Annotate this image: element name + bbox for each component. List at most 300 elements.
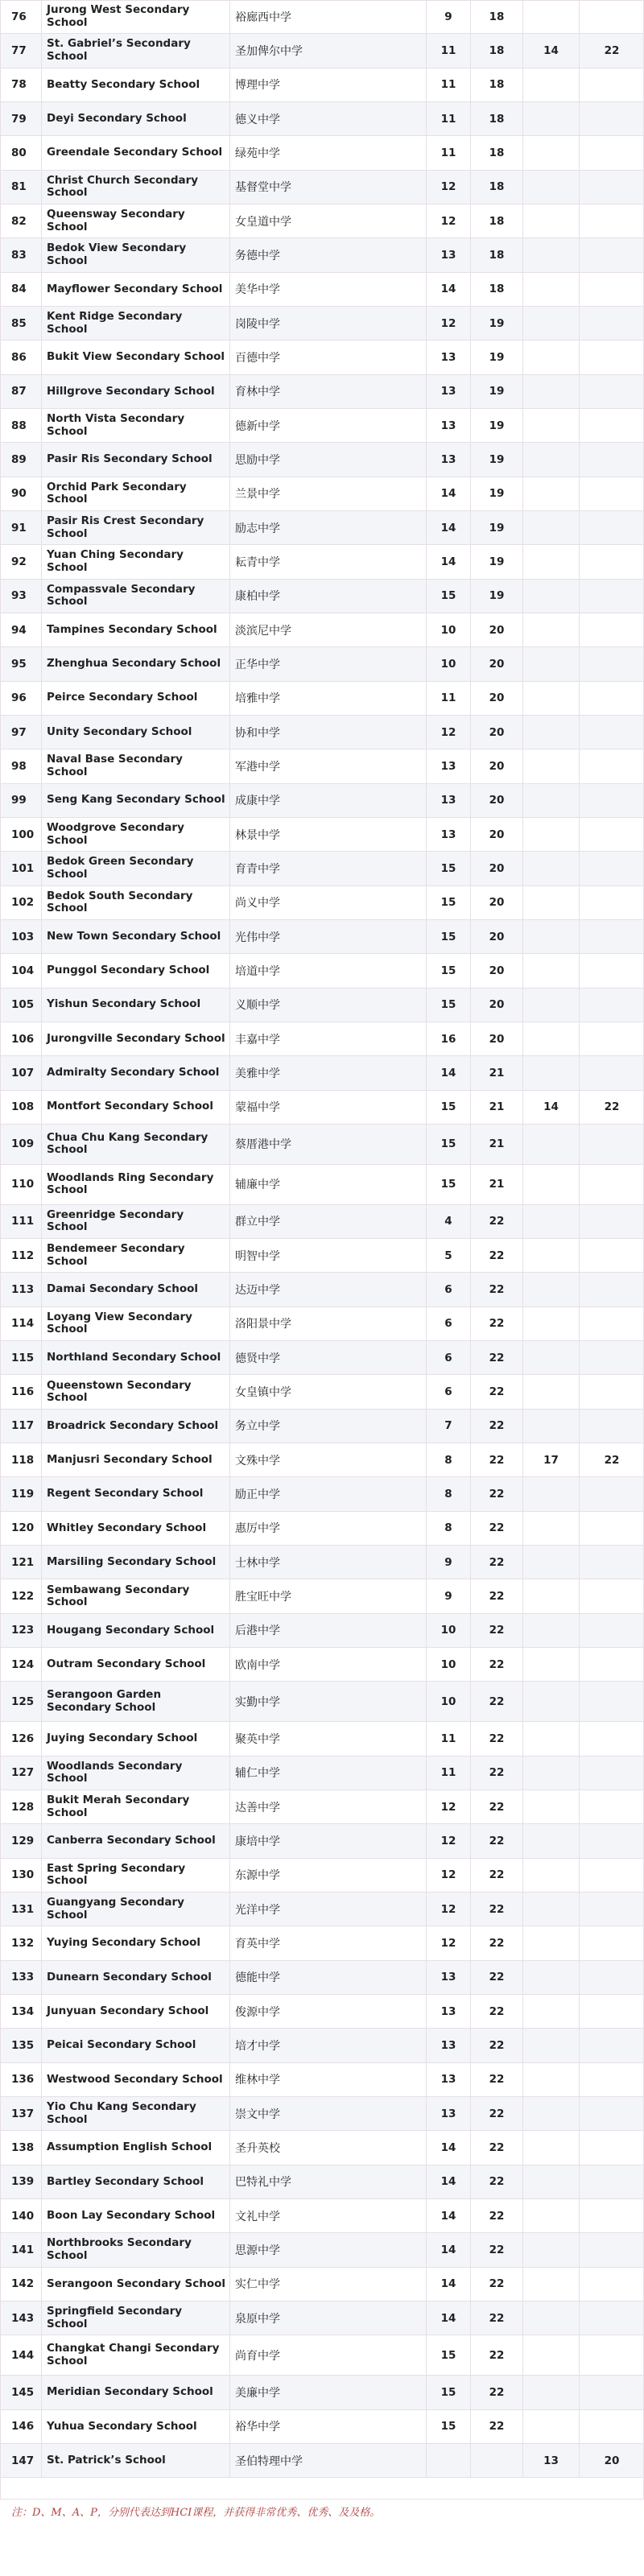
score-d-cell: 15: [427, 1125, 471, 1164]
score-p-cell: 20: [604, 2454, 620, 2467]
rank-cell: 120: [0, 1512, 42, 1545]
rank-cell: 143: [0, 2301, 42, 2334]
score-p-cell: [580, 2301, 644, 2334]
school-name-cn-cell: 实仁中学: [230, 2268, 427, 2301]
score-d-cell: 11: [427, 1757, 471, 1790]
score-d-cell: 13: [427, 818, 471, 851]
score-d-cell: 14: [427, 273, 471, 306]
table-row: [0, 954, 644, 988]
score-m-cell: 18: [471, 68, 523, 101]
score-d-cell: 15: [427, 2410, 471, 2443]
rank-cell: 78: [0, 68, 42, 101]
school-name-en-cell: Pasir Ris Crest Secondary School: [42, 511, 230, 544]
school-name-cn-cell: 文礼中学: [230, 2199, 427, 2232]
rank-cell: 90: [0, 477, 42, 510]
rank-cell: 135: [0, 2029, 42, 2062]
score-d-cell: 13: [427, 784, 471, 817]
table-row: [0, 1722, 644, 1756]
score-a-cell: [523, 2029, 580, 2062]
score-p-cell: [580, 171, 644, 204]
score-a-cell: [523, 68, 580, 101]
score-d-cell: 11: [427, 34, 471, 67]
school-name-en-cell: Montfort Secondary School: [42, 1091, 230, 1124]
school-name-cn-cell: 培才中学: [230, 2029, 427, 2062]
score-a-cell: [523, 1926, 580, 1959]
school-name-cn-cell: 后港中学: [230, 1614, 427, 1647]
score-d-cell: 9: [427, 1546, 471, 1579]
rank-cell: 134: [0, 1995, 42, 2028]
table-row: [0, 2410, 644, 2444]
school-name-en-cell: Greenridge Secondary School: [42, 1205, 230, 1238]
rank-cell: 121: [0, 1546, 42, 1579]
school-name-en-cell: Yuying Secondary School: [42, 1926, 230, 1959]
rank-cell: 136: [0, 2063, 42, 2096]
score-m-cell: 22: [471, 1307, 523, 1340]
rank-cell: 91: [0, 511, 42, 544]
school-name-en-cell: Beatty Secondary School: [42, 68, 230, 101]
score-d-cell: 8: [427, 1443, 471, 1476]
score-m-cell: 19: [471, 545, 523, 578]
score-p-cell: [580, 1512, 644, 1545]
school-name-cn-cell: 女皇镇中学: [230, 1375, 427, 1408]
table-row: [0, 2063, 644, 2097]
school-name-cn-cell: 美雅中学: [230, 1056, 427, 1089]
rank-cell: 86: [0, 341, 42, 374]
table-row: [0, 2444, 644, 2478]
rank-cell: 131: [0, 1893, 42, 1926]
score-m-cell: 22: [471, 2376, 523, 2409]
score-p-cell: [580, 0, 644, 33]
table-row: [0, 2131, 644, 2165]
table-row: [0, 784, 644, 818]
score-p-cell: [580, 2233, 644, 2266]
table-row: [0, 716, 644, 749]
score-m-cell: 20: [471, 1022, 523, 1055]
score-m-cell: 19: [471, 341, 523, 374]
score-d-cell: 15: [427, 920, 471, 953]
score-d-cell: 14: [427, 2165, 471, 2198]
school-name-cn-cell: 尚育中学: [230, 2335, 427, 2375]
score-a-cell: [523, 1790, 580, 1823]
school-name-en-cell: Hougang Secondary School: [42, 1614, 230, 1647]
score-m-cell: 22: [471, 1273, 523, 1306]
table-row: [0, 852, 644, 886]
table-row: [0, 0, 644, 34]
school-name-en-cell: Tampines Secondary School: [42, 613, 230, 646]
school-name-cn-cell: 圣加俾尔中学: [230, 34, 427, 67]
score-m-cell: 22: [471, 2165, 523, 2198]
table-row: [0, 2268, 644, 2301]
score-p-cell: [580, 102, 644, 135]
table-row: [0, 1961, 644, 1995]
rank-cell: 94: [0, 613, 42, 646]
score-m-cell: 22: [471, 2335, 523, 2375]
score-a-cell: [523, 1239, 580, 1272]
score-m-cell: 22: [471, 1579, 523, 1612]
score-m-cell: 22: [471, 1205, 523, 1238]
table-row: [0, 2097, 644, 2131]
school-name-cn-cell: 思励中学: [230, 443, 427, 476]
score-a-cell: [523, 749, 580, 782]
score-a-cell: [523, 1648, 580, 1681]
rank-cell: 92: [0, 545, 42, 578]
rank-cell: 114: [0, 1307, 42, 1340]
school-name-en-cell: Bedok South Secondary School: [42, 886, 230, 919]
rank-cell: 145: [0, 2376, 42, 2409]
school-name-en-cell: Peirce Secondary School: [42, 682, 230, 715]
school-name-cn-cell: 耘青中学: [230, 545, 427, 578]
score-a-cell: [523, 136, 580, 169]
score-a-cell: [523, 1757, 580, 1790]
school-name-en-cell: North Vista Secondary School: [42, 409, 230, 442]
score-a-cell: [523, 1022, 580, 1055]
school-name-cn-cell: 康柏中学: [230, 580, 427, 613]
rank-cell: 101: [0, 852, 42, 885]
score-m-cell: 19: [471, 511, 523, 544]
rank-cell: 129: [0, 1824, 42, 1857]
score-a-cell: [523, 1961, 580, 1994]
table-row: [0, 1893, 644, 1926]
school-name-en-cell: Boon Lay Secondary School: [42, 2199, 230, 2232]
school-name-en-cell: Westwood Secondary School: [42, 2063, 230, 2096]
score-m-cell: 20: [471, 613, 523, 646]
table-row: [0, 1859, 644, 1893]
score-m-cell: 22: [471, 1410, 523, 1443]
score-d-cell: 12: [427, 1926, 471, 1959]
school-name-en-cell: Jurongville Secondary School: [42, 1022, 230, 1055]
school-name-cn-cell: 岗陵中学: [230, 307, 427, 340]
score-a-cell: [523, 886, 580, 919]
score-m-cell: 19: [471, 443, 523, 476]
rank-cell: 109: [0, 1125, 42, 1164]
school-name-en-cell: Serangoon Secondary School: [42, 2268, 230, 2301]
rank-cell: 124: [0, 1648, 42, 1681]
score-d-cell: 12: [427, 1893, 471, 1926]
table-row: [0, 1824, 644, 1858]
score-d-cell: 4: [427, 1205, 471, 1238]
score-p-cell: [580, 2029, 644, 2062]
school-name-cn-cell: 思源中学: [230, 2233, 427, 2266]
score-d-cell: 15: [427, 1165, 471, 1204]
school-name-cn-cell: 博理中学: [230, 68, 427, 101]
score-p-cell: [580, 204, 644, 237]
score-m-cell: 22: [471, 1790, 523, 1823]
rank-cell: 99: [0, 784, 42, 817]
school-name-en-cell: Springfield Secondary School: [42, 2301, 230, 2334]
rank-cell: 113: [0, 1273, 42, 1306]
school-name-cn-cell: 培道中学: [230, 954, 427, 987]
score-d-cell: 11: [427, 102, 471, 135]
score-a-cell: [523, 1614, 580, 1647]
school-name-cn-cell: 俊源中学: [230, 1995, 427, 2028]
score-a-cell: [523, 511, 580, 544]
score-a-cell: [523, 647, 580, 680]
score-a-cell: [523, 989, 580, 1022]
score-m-cell: 22: [471, 1757, 523, 1790]
school-name-cn-cell: 裕华中学: [230, 2410, 427, 2443]
rank-cell: 93: [0, 580, 42, 613]
rank-cell: 79: [0, 102, 42, 135]
score-p-cell: [580, 613, 644, 646]
score-d-cell: 15: [427, 954, 471, 987]
school-name-en-cell: Naval Base Secondary School: [42, 749, 230, 782]
school-name-cn-cell: 文殊中学: [230, 1443, 427, 1476]
school-name-en-cell: Admiralty Secondary School: [42, 1056, 230, 1089]
table-row: [0, 1022, 644, 1056]
score-p-cell: [580, 1995, 644, 2028]
score-p-cell: [580, 2410, 644, 2443]
rank-cell: 122: [0, 1579, 42, 1612]
school-name-en-cell: Broadrick Secondary School: [42, 1410, 230, 1443]
school-name-cn-cell: 绿苑中学: [230, 136, 427, 169]
rank-cell: 125: [0, 1682, 42, 1721]
school-name-cn-cell: 兰景中学: [230, 477, 427, 510]
score-d-cell: 14: [427, 2199, 471, 2232]
score-a-cell: [523, 307, 580, 340]
rank-cell: 146: [0, 2410, 42, 2443]
score-a-cell: [523, 1579, 580, 1612]
score-d-cell: 15: [427, 886, 471, 919]
score-a-cell: [523, 613, 580, 646]
score-p-cell: [580, 784, 644, 817]
score-a-cell: 17: [523, 1443, 580, 1476]
table-row: [0, 102, 644, 136]
score-a-cell: [523, 2233, 580, 2266]
score-d-cell: 9: [427, 0, 471, 33]
rank-cell: 117: [0, 1410, 42, 1443]
school-name-cn-cell: 培雅中学: [230, 682, 427, 715]
school-name-en-cell: Peicai Secondary School: [42, 2029, 230, 2062]
table-row: [0, 749, 644, 783]
school-name-cn-cell: 军港中学: [230, 749, 427, 782]
table-row: [0, 2301, 644, 2335]
table-row: [0, 273, 644, 307]
school-name-en-cell: Queensway Secondary School: [42, 204, 230, 237]
school-name-cn-cell: 协和中学: [230, 716, 427, 749]
rank-cell: 142: [0, 2268, 42, 2301]
rank-cell: 119: [0, 1477, 42, 1510]
table-row: [0, 443, 644, 477]
score-p-cell: [580, 682, 644, 715]
score-d-cell: 10: [427, 613, 471, 646]
school-name-cn-cell: 泉原中学: [230, 2301, 427, 2334]
score-m-cell: 18: [471, 171, 523, 204]
score-a-cell: [523, 443, 580, 476]
school-name-cn-cell: 林景中学: [230, 818, 427, 851]
rank-cell: 115: [0, 1341, 42, 1374]
score-m-cell: 19: [471, 409, 523, 442]
score-m-cell: 22: [471, 2410, 523, 2443]
score-p-cell: [580, 920, 644, 953]
table-row: [0, 1125, 644, 1165]
school-name-cn-cell: 务德中学: [230, 238, 427, 271]
score-p-cell: [580, 1790, 644, 1823]
table-row: [0, 647, 644, 681]
score-d-cell: 14: [427, 2233, 471, 2266]
school-name-cn-cell: 圣升英校: [230, 2131, 427, 2164]
table-row: [0, 580, 644, 613]
score-d-cell: 6: [427, 1341, 471, 1374]
score-p-cell: [580, 511, 644, 544]
school-name-en-cell: Mayflower Secondary School: [42, 273, 230, 306]
table-row: [0, 1757, 644, 1790]
rank-cell: 105: [0, 989, 42, 1022]
score-d-cell: 14: [427, 511, 471, 544]
score-d-cell: 10: [427, 1648, 471, 1681]
score-d-cell: 13: [427, 1995, 471, 2028]
school-name-en-cell: Yuan Ching Secondary School: [42, 545, 230, 578]
table-row: [0, 136, 644, 170]
school-name-cn-cell: 胜宝旺中学: [230, 1579, 427, 1612]
score-p-cell: [580, 818, 644, 851]
score-d-cell: 7: [427, 1410, 471, 1443]
score-d-cell: 10: [427, 647, 471, 680]
rank-cell: 138: [0, 2131, 42, 2164]
score-a-cell: [523, 1995, 580, 2028]
score-a-cell: [523, 1477, 580, 1510]
score-m-cell: 22: [471, 1546, 523, 1579]
school-name-en-cell: Bedok Green Secondary School: [42, 852, 230, 885]
school-name-cn-cell: 德能中学: [230, 1961, 427, 1994]
school-name-en-cell: Kent Ridge Secondary School: [42, 307, 230, 340]
score-a-cell: [523, 273, 580, 306]
score-d-cell: 14: [427, 545, 471, 578]
score-d-cell: 15: [427, 2376, 471, 2409]
table-row: [0, 1091, 644, 1125]
score-m-cell: 22: [471, 1443, 523, 1476]
score-m-cell: 22: [471, 2199, 523, 2232]
rank-cell: 130: [0, 1859, 42, 1892]
score-a-cell: [523, 1546, 580, 1579]
score-a-cell: [523, 1722, 580, 1755]
table-row: [0, 2199, 644, 2233]
score-p-cell: [580, 2063, 644, 2096]
table-row: [0, 1477, 644, 1511]
score-p-cell: [580, 1239, 644, 1272]
school-name-en-cell: St. Patrick’s School: [42, 2444, 230, 2477]
table-row: [0, 1341, 644, 1375]
score-p-cell: [580, 2165, 644, 2198]
score-d-cell: 11: [427, 136, 471, 169]
score-m-cell: 22: [471, 1512, 523, 1545]
score-p-cell: [580, 477, 644, 510]
score-d-cell: 13: [427, 238, 471, 271]
score-d-cell: 16: [427, 1022, 471, 1055]
school-name-en-cell: Unity Secondary School: [42, 716, 230, 749]
school-name-en-cell: Regent Secondary School: [42, 1477, 230, 1510]
score-m-cell: [471, 2444, 523, 2477]
table-row: [0, 545, 644, 579]
rank-cell: 98: [0, 749, 42, 782]
school-name-cn-cell: 东源中学: [230, 1859, 427, 1892]
score-d-cell: 14: [427, 477, 471, 510]
score-m-cell: 19: [471, 580, 523, 613]
score-a-cell: [523, 375, 580, 408]
score-m-cell: 22: [471, 2063, 523, 2096]
school-name-cn-cell: 励志中学: [230, 511, 427, 544]
score-a-cell: [523, 1273, 580, 1306]
table-row: [0, 2165, 644, 2199]
score-p-cell: [580, 2376, 644, 2409]
score-m-cell: 20: [471, 852, 523, 885]
score-p-cell: [580, 443, 644, 476]
school-name-cn-cell: 淡滨尼中学: [230, 613, 427, 646]
score-a-cell: 14: [523, 1091, 580, 1124]
school-name-cn-cell: 康培中学: [230, 1824, 427, 1857]
table-row: [0, 2233, 644, 2267]
school-name-en-cell: Hillgrove Secondary School: [42, 375, 230, 408]
score-m-cell: 22: [471, 2131, 523, 2164]
school-name-en-cell: Loyang View Secondary School: [42, 1307, 230, 1340]
score-a-cell: [523, 2165, 580, 2198]
table-row: [0, 1926, 644, 1960]
school-name-en-cell: Compassvale Secondary School: [42, 580, 230, 613]
score-d-cell: 8: [427, 1512, 471, 1545]
score-p-cell: [580, 1125, 644, 1164]
score-d-cell: 8: [427, 1477, 471, 1510]
score-a-cell: [523, 580, 580, 613]
school-name-en-cell: Damai Secondary School: [42, 1273, 230, 1306]
score-p-cell: [580, 136, 644, 169]
table-row: [0, 375, 644, 409]
rank-cell: 107: [0, 1056, 42, 1089]
school-name-cn-cell: 育青中学: [230, 852, 427, 885]
score-a-cell: [523, 1859, 580, 1892]
score-a-cell: [523, 2410, 580, 2443]
score-p-cell: 22: [604, 43, 620, 57]
table-row: [0, 2029, 644, 2062]
rank-cell: 126: [0, 1722, 42, 1755]
score-m-cell: 22: [471, 1477, 523, 1510]
score-a-cell: [523, 716, 580, 749]
score-a-cell: [523, 2301, 580, 2334]
school-name-cn-cell: 欧南中学: [230, 1648, 427, 1681]
table-row: [0, 1410, 644, 1443]
school-name-cn-cell: 裕廊西中学: [230, 0, 427, 33]
score-p-cell: [580, 2199, 644, 2232]
score-d-cell: 13: [427, 409, 471, 442]
score-m-cell: 22: [471, 1614, 523, 1647]
score-a-cell: [523, 545, 580, 578]
score-m-cell: 22: [471, 2097, 523, 2130]
score-p-cell: [580, 1341, 644, 1374]
score-a-cell: 13: [523, 2444, 580, 2477]
score-m-cell: 22: [471, 2029, 523, 2062]
school-name-cn-cell: 尚义中学: [230, 886, 427, 919]
score-d-cell: 13: [427, 341, 471, 374]
score-m-cell: 18: [471, 273, 523, 306]
school-name-cn-cell: 成康中学: [230, 784, 427, 817]
score-d-cell: 5: [427, 1239, 471, 1272]
table-row: [0, 613, 644, 647]
score-m-cell: 22: [471, 1926, 523, 1959]
school-name-cn-cell: 辅仁中学: [230, 1757, 427, 1790]
score-p-cell: [580, 2097, 644, 2130]
table-row: [0, 2376, 644, 2409]
score-m-cell: 19: [471, 375, 523, 408]
score-p-cell: [580, 1926, 644, 1959]
score-d-cell: 6: [427, 1375, 471, 1408]
score-a-cell: [523, 818, 580, 851]
score-d-cell: 13: [427, 2097, 471, 2130]
score-p-cell: [580, 1682, 644, 1721]
table-row: [0, 1273, 644, 1307]
score-a-cell: [523, 204, 580, 237]
score-d-cell: 11: [427, 68, 471, 101]
score-a-cell: [523, 784, 580, 817]
score-p-cell: [580, 1893, 644, 1926]
score-d-cell: 13: [427, 2029, 471, 2062]
